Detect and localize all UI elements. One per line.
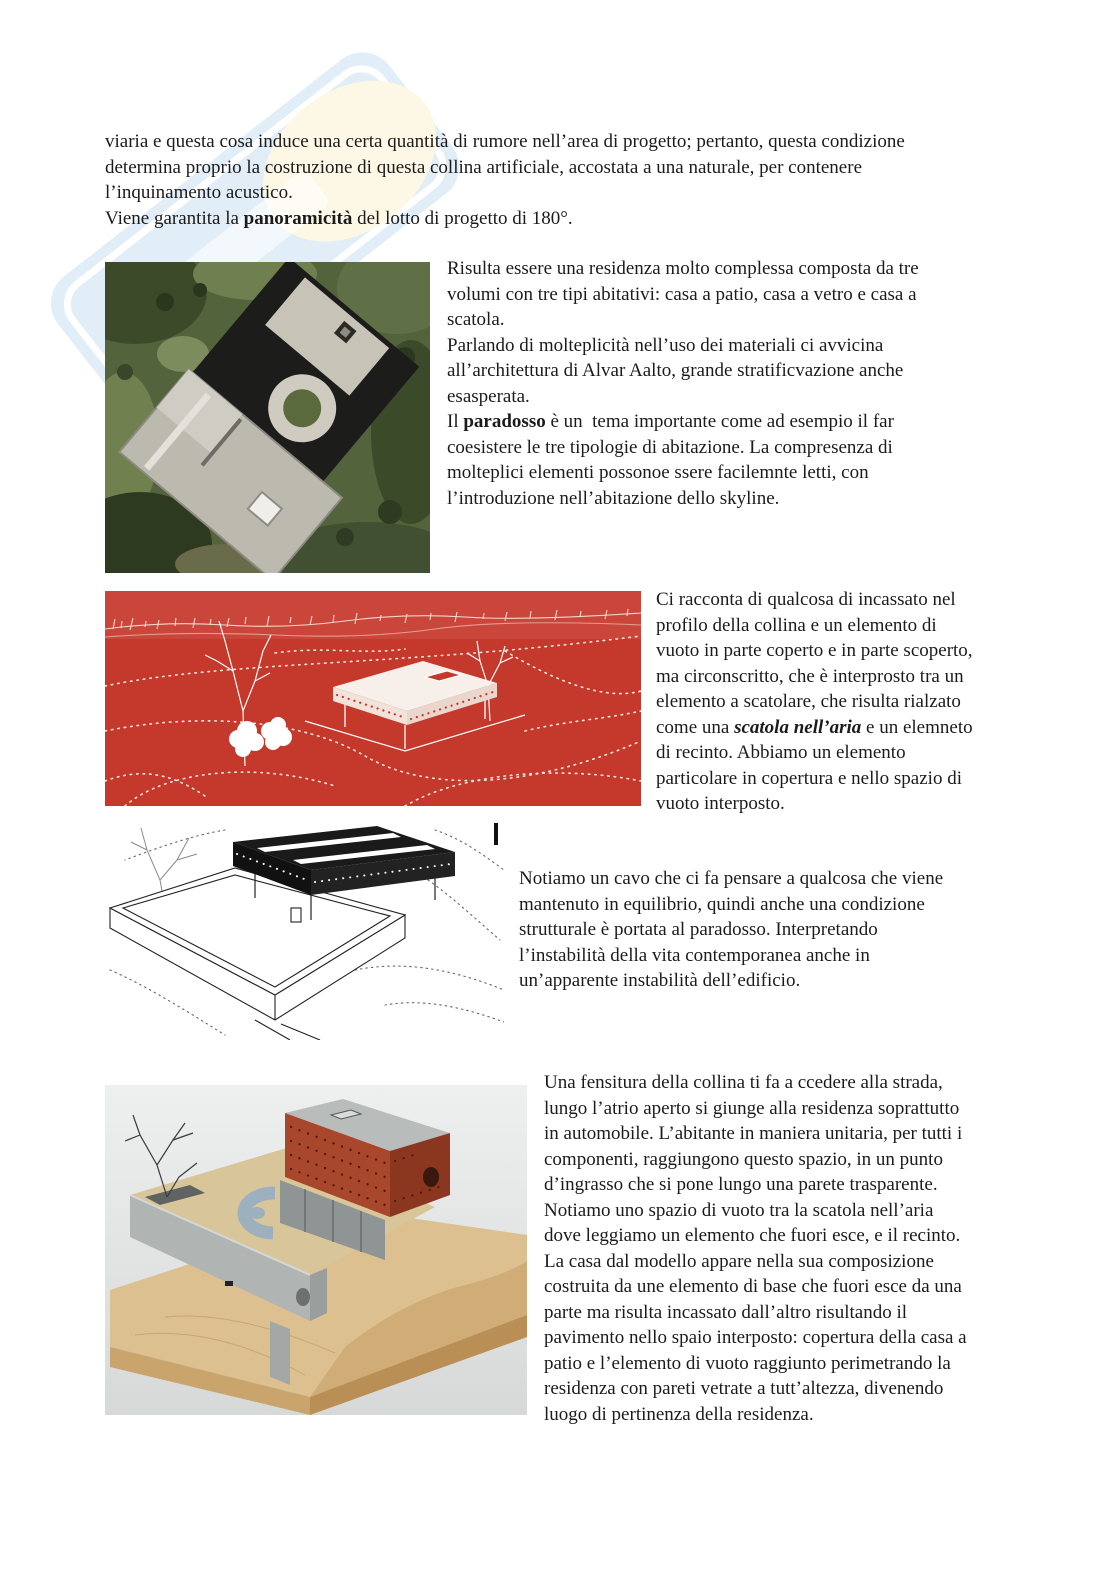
text-line: Risulta essere una residenza molto complessa composta da tre (447, 258, 919, 279)
text-line: volumi con tre tipi abitativi: casa a patio, casa a vetro e casa a (447, 283, 917, 305)
text-line: residenza con pareti vetrate a tutt’altezza, divenendo (544, 1378, 944, 1399)
text-line: pavimento nello spaio interposto: copertura della casa a (544, 1327, 967, 1348)
text-line: costruita da une elemento di base che fuori esce da una (544, 1276, 962, 1297)
text-line: l’introduzione nell’abitazione dello skyline. (447, 487, 780, 509)
text-line: d’ingrasso che si pone lungo una parete trasparente. (544, 1174, 938, 1195)
text-line: scatola. (447, 309, 505, 330)
text-line: vuoto interposto. (656, 793, 785, 814)
text-line: l’inquinamento acustico. (105, 182, 293, 203)
text-line: Ci racconta di qualcosa di incassato nel (656, 589, 956, 610)
text-run: è un tema importante come ad esempio il far (545, 411, 894, 432)
text-line: componenti, raggiungono questo spazio, in un punto (544, 1148, 943, 1170)
emphasis-paradosso: paradosso (463, 411, 546, 432)
text-line (105, 206, 905, 232)
text-line: patio e l’elemento di vuoto raggiunto perimetrando la (544, 1352, 951, 1374)
red-drawing-description (656, 587, 973, 817)
emphasis-panoramicita: panoramicità (243, 207, 353, 229)
text-line: coesistere le tre tipologie di abitazione. La compresenza di (447, 436, 893, 458)
text-run: come una (656, 716, 735, 738)
sketch-description (519, 866, 943, 994)
text-line: Una fensitura della collina ti fa a ccedere alla strada, (544, 1072, 943, 1093)
text-line: all’architettura di Alvar Aalto, grande stratificvazione anche (447, 360, 904, 381)
text-line: in automobile. L’abitante in maniera unitaria, per tutti i (544, 1123, 963, 1144)
text-line: determina proprio la costruzione di questa collina artificiale, accostata a una naturale, per contenere (105, 156, 863, 178)
text-line: mantenuto in equilibrio, quindi anche una condizione (519, 893, 925, 915)
text-line: di recinto. Abbiamo un elemento (656, 742, 906, 763)
emphasis-scatola-nell-aria: scatola nell’aria (734, 716, 862, 738)
text-line: molteplici elementi possonoe ssere facilemnte letti, con (447, 462, 869, 483)
model-description (544, 1070, 967, 1427)
red-landscape-drawing (105, 591, 641, 806)
text-line: ma circonscritto, che è interprosto tra un (656, 665, 964, 687)
text-line: La casa dal modello appare nella sua composizione (544, 1250, 934, 1272)
aerial-photo (105, 262, 430, 573)
text-run: Viene garantita la (105, 207, 244, 229)
model-photo (105, 1085, 527, 1415)
text-line: un’apparente instabilità dell’edificio. (519, 970, 801, 991)
text-line: Notiamo un cavo che ci fa pensare a qualcosa che viene (519, 868, 944, 889)
text-line: strutturale è portata al paradosso. Interpretando (519, 919, 878, 940)
text-line: dove leggiamo un elemento che fuori esce, e il recinto. (544, 1225, 961, 1246)
aerial-description (447, 256, 919, 511)
text-line: luogo di pertinenza della residenza. (544, 1403, 814, 1425)
text-line: vuoto in parte coperto e in parte scoperto, (656, 640, 973, 661)
text-run: del lotto di progetto di 180°. (352, 207, 573, 229)
text-line: profilo della collina e un elemento di (656, 614, 937, 636)
text-line: parte ma risulta incassato dall’altro risultando il (544, 1301, 908, 1323)
axonometric-sketch (105, 820, 504, 1040)
text-line (447, 409, 919, 435)
text-line: lungo l’atrio aperto si giunge alla residenza soprattutto (544, 1097, 960, 1119)
text-line: particolare in copertura e nello spazio di (656, 767, 962, 789)
text-line: Parlando di molteplicità nell’uso dei materiali ci avvicina (447, 334, 884, 356)
text-line: l’instabilità della vita contemporanea anche in (519, 944, 870, 966)
text-line: Notiamo uno spazio di vuoto tra la scatola nell’aria (544, 1199, 934, 1221)
text-line: elemento a scatolare, che risulta rialzato (656, 691, 961, 712)
text-run: Il (447, 411, 464, 432)
text-run: e un elemneto (861, 716, 973, 738)
text-line: viaria e questa cosa induce una certa quantità di rumore nell’area di progetto; pertanto, questa condizione (105, 131, 905, 152)
text-line: esasperata. (447, 385, 530, 407)
sketch-mark (494, 823, 498, 845)
intro-paragraph (105, 129, 905, 231)
text-line (656, 715, 973, 741)
